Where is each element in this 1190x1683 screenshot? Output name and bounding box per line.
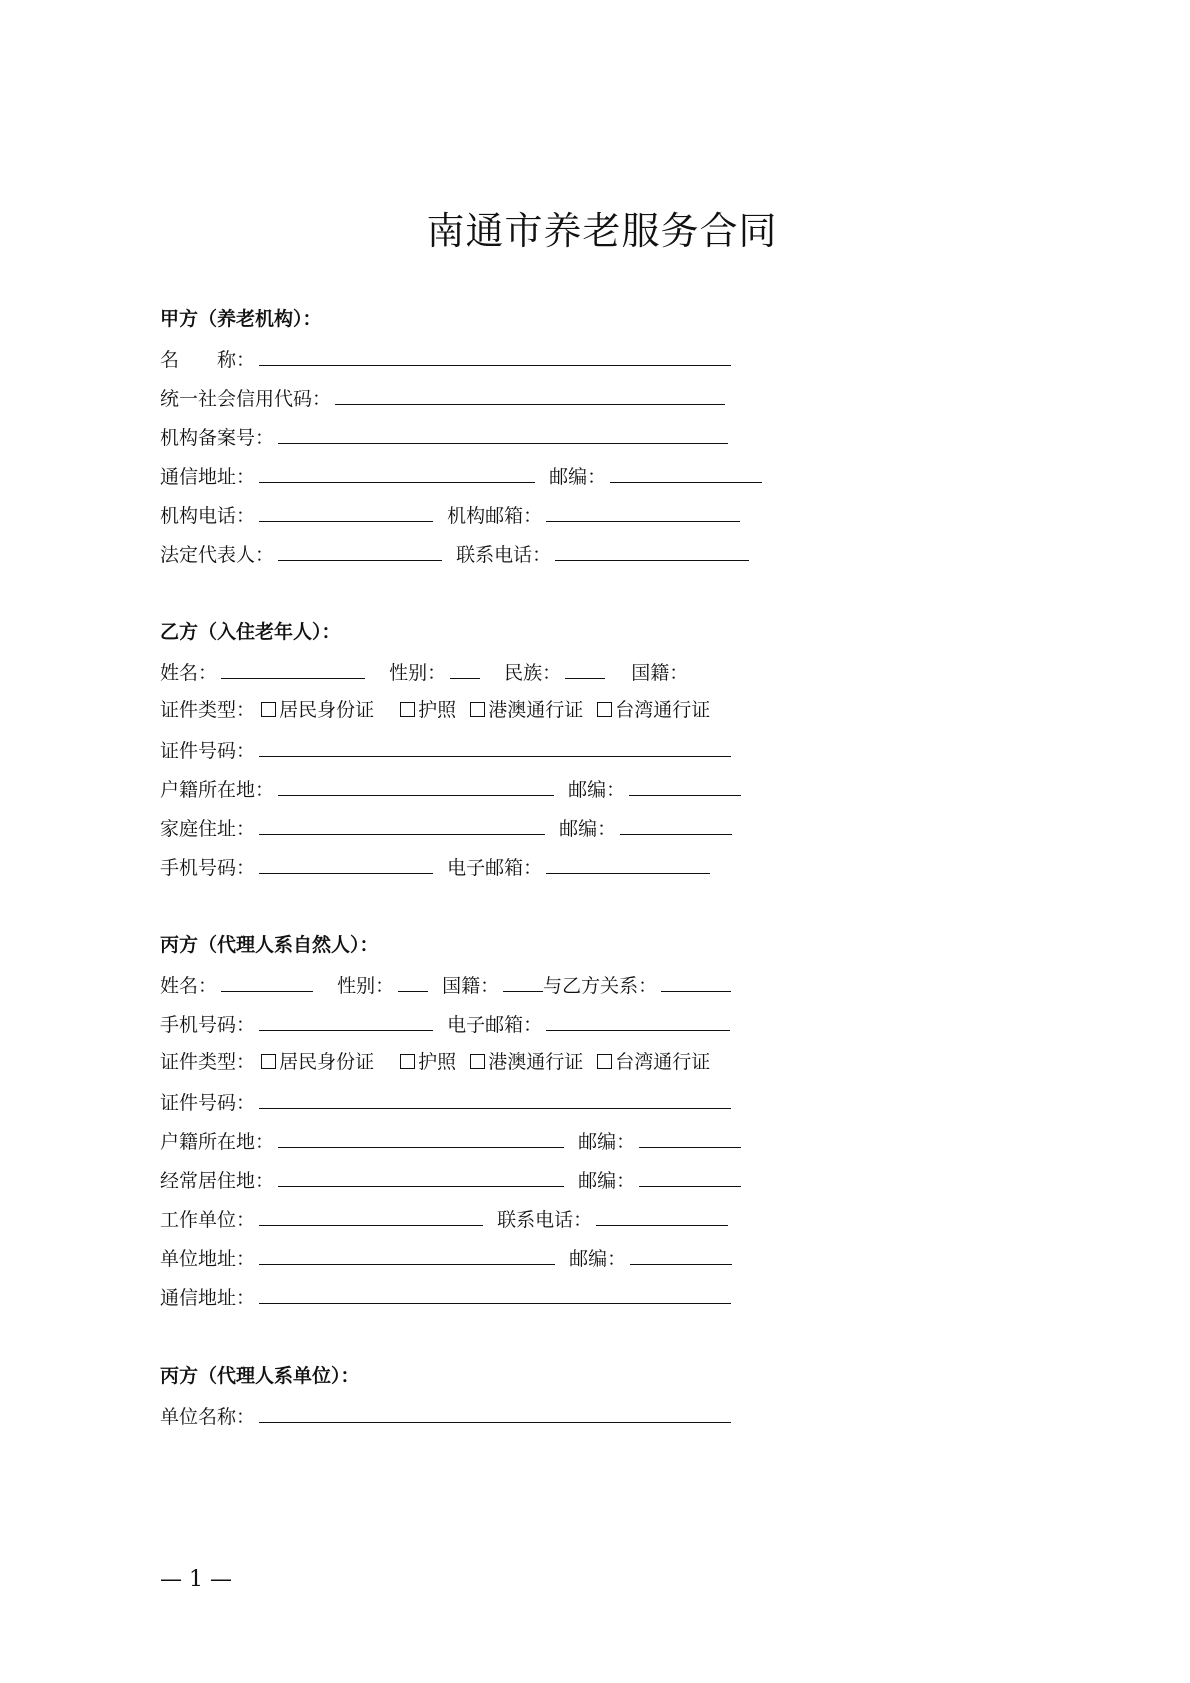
email-label: 电子邮箱： (447, 857, 543, 879)
document-title: 南通市养老服务合同 (426, 209, 778, 253)
phone-field[interactable] (259, 501, 433, 522)
employer-address-field[interactable] (259, 1244, 555, 1265)
gender-label: 性别： (389, 662, 447, 684)
name-label: 姓名： (160, 975, 218, 997)
party-c-household-row (160, 1127, 741, 1153)
record-no-label: 机构备案号： (160, 427, 275, 449)
party-c-org-name-row (160, 1402, 731, 1428)
gender-field[interactable] (450, 658, 480, 679)
postcode-label: 邮编： (569, 1248, 627, 1270)
party-c-employer-address-row (160, 1244, 732, 1270)
party-c-idtype-row (160, 1049, 710, 1075)
email-label: 机构邮箱： (447, 505, 543, 527)
contact-phone-field[interactable] (555, 540, 749, 561)
ethnicity-field[interactable] (565, 658, 605, 679)
mobile-field[interactable] (259, 1010, 433, 1031)
checkbox-passport[interactable] (400, 702, 415, 717)
home-address-label: 家庭住址： (160, 818, 256, 840)
party-b-name-row (160, 658, 688, 684)
contact-phone-field[interactable] (596, 1205, 728, 1226)
party-b-household-row (160, 775, 741, 801)
party-c-residence-row (160, 1166, 741, 1192)
party-c-org-heading: 丙方（代理人系单位）： (160, 1365, 360, 1387)
postcode-label: 邮编： (549, 466, 607, 488)
postcode-label: 邮编： (568, 779, 626, 801)
option-hk-macao-permit: 港澳通行证 (488, 699, 584, 721)
party-a-address-row (160, 462, 762, 488)
id-type-label: 证件类型： (160, 699, 256, 721)
address-field[interactable] (259, 462, 535, 483)
name-label: 名 称： (160, 349, 256, 371)
name-field[interactable] (259, 345, 731, 366)
household-field[interactable] (278, 775, 554, 796)
postcode-field[interactable] (620, 814, 732, 835)
gender-label: 性别： (337, 975, 395, 997)
checkbox-hk-macao-permit[interactable] (470, 702, 485, 717)
party-a-heading: 甲方（养老机构）： (160, 308, 322, 330)
relation-label: 与乙方关系： (543, 975, 658, 997)
org-name-label: 单位名称： (160, 1406, 256, 1428)
nationality-field[interactable] (503, 971, 543, 992)
page-number: — 1 — (160, 1567, 232, 1592)
id-number-field[interactable] (259, 736, 731, 757)
name-field[interactable] (221, 971, 313, 992)
household-label: 户籍所在地： (160, 1131, 275, 1153)
ethnicity-label: 民族： (504, 662, 562, 684)
postcode-label: 邮编： (578, 1131, 636, 1153)
postcode-label: 邮编： (559, 818, 617, 840)
id-number-label: 证件号码： (160, 740, 256, 762)
employer-address-label: 单位地址： (160, 1248, 256, 1270)
postcode-field[interactable] (639, 1127, 741, 1148)
email-label: 电子邮箱： (447, 1014, 543, 1036)
email-field[interactable] (546, 1010, 730, 1031)
checkbox-taiwan-permit[interactable] (597, 1054, 612, 1069)
nationality-label: 国籍： (442, 975, 500, 997)
employer-label: 工作单位： (160, 1209, 256, 1231)
residence-label: 经常居住地： (160, 1170, 275, 1192)
checkbox-passport[interactable] (400, 1054, 415, 1069)
party-b-mobile-row (160, 853, 710, 879)
option-resident-id: 居民身份证 (279, 699, 375, 721)
party-b-idtype-row (160, 697, 710, 723)
legal-rep-field[interactable] (278, 540, 442, 561)
party-b-heading: 乙方（入住老年人）： (160, 621, 341, 643)
mobile-field[interactable] (259, 853, 433, 874)
checkbox-resident-id[interactable] (261, 1054, 276, 1069)
party-b-home-row (160, 814, 732, 840)
party-c-idnumber-row (160, 1088, 731, 1114)
credit-code-label: 统一社会信用代码： (160, 388, 332, 410)
relation-field[interactable] (661, 971, 731, 992)
party-c-person-heading: 丙方（代理人系自然人）： (160, 934, 379, 956)
party-a-legal-row (160, 540, 749, 566)
contact-phone-label: 联系电话： (497, 1209, 593, 1231)
option-hk-macao-permit: 港澳通行证 (488, 1051, 584, 1073)
checkbox-hk-macao-permit[interactable] (470, 1054, 485, 1069)
checkbox-resident-id[interactable] (261, 702, 276, 717)
option-resident-id: 居民身份证 (279, 1051, 375, 1073)
party-a-record-row (160, 423, 728, 449)
postcode-label: 邮编： (578, 1170, 636, 1192)
checkbox-taiwan-permit[interactable] (597, 702, 612, 717)
nationality-label: 国籍： (631, 662, 689, 684)
name-label: 姓名： (160, 662, 218, 684)
org-name-field[interactable] (259, 1402, 731, 1423)
employer-field[interactable] (259, 1205, 483, 1226)
party-c-employer-row (160, 1205, 728, 1231)
name-field[interactable] (221, 658, 365, 679)
email-field[interactable] (546, 501, 740, 522)
credit-code-field[interactable] (335, 384, 725, 405)
legal-rep-label: 法定代表人： (160, 544, 275, 566)
home-address-field[interactable] (259, 814, 545, 835)
gender-field[interactable] (398, 971, 428, 992)
record-no-field[interactable] (278, 423, 728, 444)
mail-address-field[interactable] (259, 1283, 731, 1304)
phone-label: 机构电话： (160, 505, 256, 527)
postcode-field[interactable] (610, 462, 762, 483)
id-type-label: 证件类型： (160, 1051, 256, 1073)
party-a-phone-row (160, 501, 740, 527)
id-number-label: 证件号码： (160, 1092, 256, 1114)
address-label: 通信地址： (160, 466, 256, 488)
postcode-field[interactable] (629, 775, 741, 796)
residence-field[interactable] (278, 1166, 564, 1187)
party-c-name-row (160, 971, 731, 997)
option-taiwan-permit: 台湾通行证 (615, 699, 711, 721)
mobile-label: 手机号码： (160, 1014, 256, 1036)
contact-phone-label: 联系电话： (456, 544, 552, 566)
option-passport: 护照 (418, 699, 457, 721)
option-passport: 护照 (418, 1051, 457, 1073)
email-field[interactable] (546, 853, 710, 874)
party-c-mobile-row (160, 1010, 730, 1036)
household-label: 户籍所在地： (160, 779, 275, 801)
party-a-name-row (160, 345, 731, 371)
party-a-credit-row (160, 384, 725, 410)
party-c-mail-row (160, 1283, 731, 1309)
postcode-field[interactable] (630, 1244, 732, 1265)
mobile-label: 手机号码： (160, 857, 256, 879)
option-taiwan-permit: 台湾通行证 (615, 1051, 711, 1073)
party-b-idnumber-row (160, 736, 731, 762)
mail-address-label: 通信地址： (160, 1287, 256, 1309)
postcode-field[interactable] (639, 1166, 741, 1187)
id-number-field[interactable] (259, 1088, 731, 1109)
household-field[interactable] (278, 1127, 564, 1148)
